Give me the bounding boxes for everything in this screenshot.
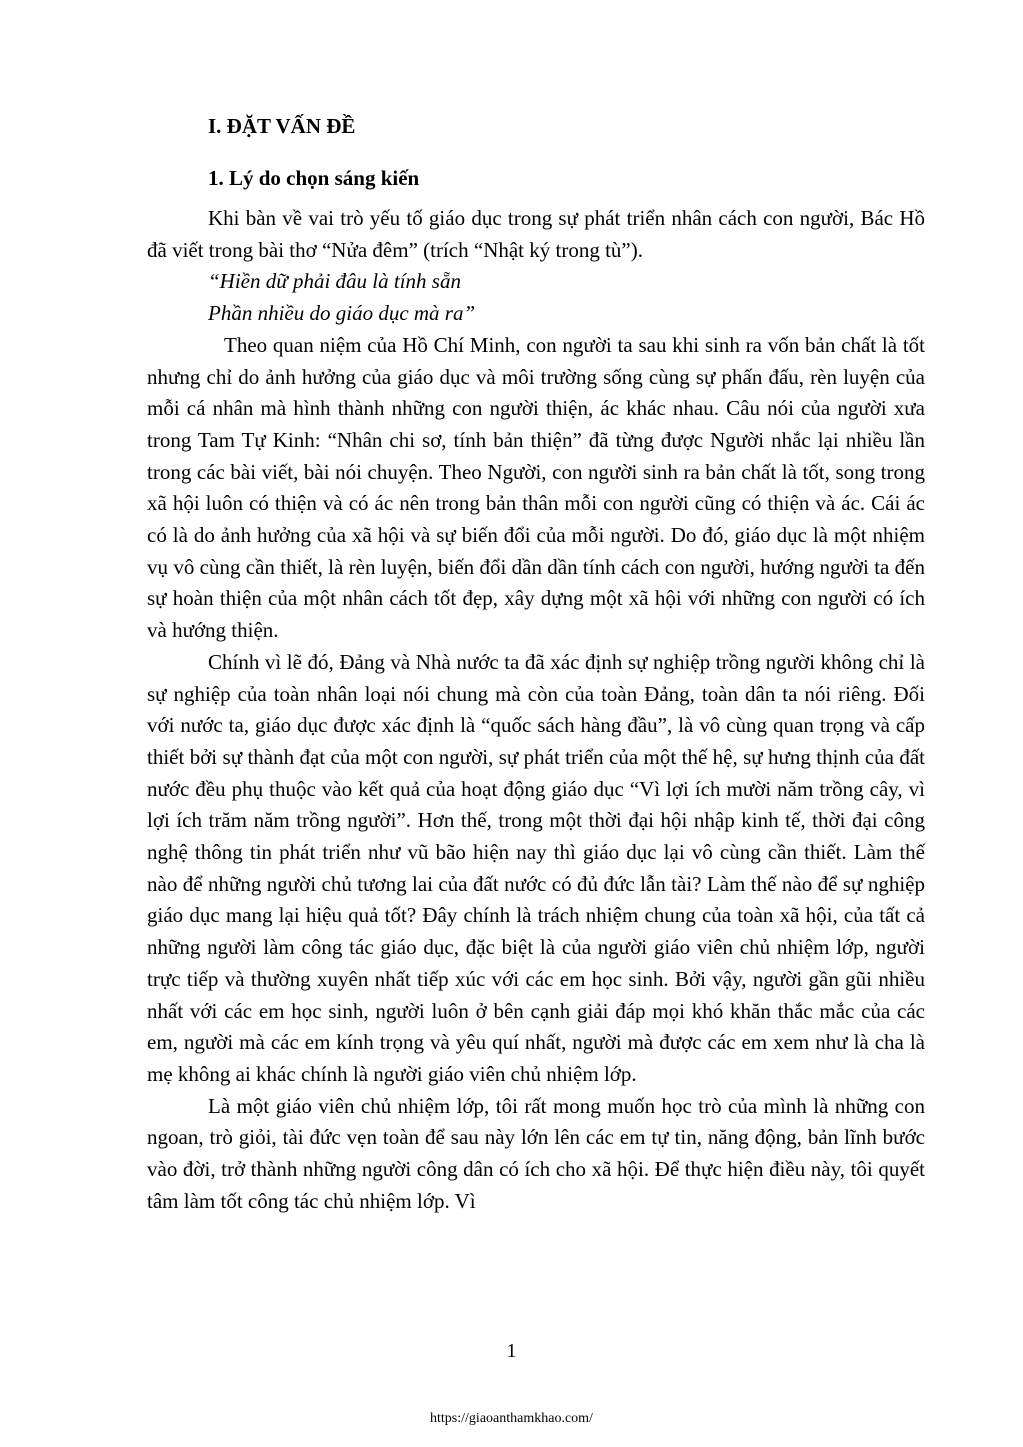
subsection-heading: 1. Lý do chọn sáng kiến [208, 166, 420, 190]
body-paragraph: Là một giáo viên chủ nhiệm lớp, tôi rất mong muốn học trò của mình là những con ngoan, trò giỏi, tài đức vẹn toàn để sau này lớn lên các em tự tin, năng động, bản lĩnh bước vào đời, trở thành những người công dân có ích cho xã hội. Để thực hiện điều này, tôi quyết tâm làm tốt công tác chủ nhiệm lớp. Vì [147, 1093, 925, 1213]
body-paragraph: Chính vì lẽ đó, Đảng và Nhà nước ta đã xác định sự nghiệp trồng người không chỉ là sự nghiệp của toàn nhân loại nói chung mà còn của toàn Đảng, toàn dân ta nói riêng. Đối với nước ta, giáo dục được xác định là “quốc sách hàng đầu”, là vô cùng quan trọng và cấp thiết bởi sự thành đạt của một con người, sự phát triển của một thế hệ, sự hưng thịnh của đất nước đều phụ thuộc vào kết quả của hoạt động giáo dục “Vì lợi ích mười năm trồng cây, vì lợi ích trăm năm trồng người”. Hơn thế, trong một thời đại hội nhập kinh tế, thời đại công nghệ thông tin phát triển như vũ bão hiện nay thì giáo dục lại vô cùng cần thiết. Làm thế nào để những người chủ tương lai của đất nước có đủ đức lẫn tài? Làm thế nào để sự nghiệp giáo dục mang lại hiệu quả tốt? Đây chính là trách nhiệm chung của toàn xã hội, của tất cả những người làm công tác giáo dục, đặc biệt là của người giáo viên chủ nhiệm lớp, người trực tiếp và thường xuyên nhất tiếp xúc với các em học sinh. Bởi vậy, người gần gũi nhiều nhất với các em học sinh, người luôn ở bên cạnh giải đáp mọi khó khăn thắc mắc của các em, người mà các em kính trọng và yêu quí nhất, người mà được các em xem như là cha là mẹ không ai khác chính là người giáo viên chủ nhiệm lớp. [147, 649, 925, 1086]
section-heading: I. ĐẶT VẤN ĐỀ [208, 114, 356, 138]
document-body [147, 203, 925, 1218]
poem-line: “Hiền dữ phải đâu là tính sẵn [208, 269, 461, 294]
body-paragraph: Theo quan niệm của Hồ Chí Minh, con người ta sau khi sinh ra vốn bản chất là tốt nhưng chỉ do ảnh hưởng của giáo dục và môi trường sống cùng sự phấn đấu, rèn luyện của mỗi cá nhân mà hình thành những con người thiện, ác khác nhau. Câu nói của người xưa trong Tam Tự Kinh: “Nhân chi sơ, tính bản thiện” đã từng được Người nhắc lại nhiều lần trong các bài viết, bài nói chuyện. Theo Người, con người sinh ra bản chất là tốt, song trong xã hội luôn có thiện và có ác nên trong bản thân mỗi con người cũng có thiện và ác. Cái ác có là do ảnh hưởng của xã hội và sự biến đổi của mỗi người. Do đó, giáo dục là một nhiệm vụ vô cùng cần thiết, là rèn luyện, biến đổi dần dần tính cách con người, hướng người ta đến sự hoàn thiện của một nhân cách tốt đẹp, xây dựng một xã hội với những con người có ích và hướng thiện. [147, 332, 925, 643]
poem-line: Phần nhiều do giáo dục mà ra” [208, 301, 476, 326]
intro-paragraph: Khi bàn về vai trò yếu tố giáo dục trong sự phát triển nhân cách con người, Bác Hồ đã viết trong bài thơ “Nửa đêm” (trích “Nhật ký trong tù”). [147, 206, 925, 262]
page-number: 1 [506, 1340, 517, 1362]
footer-url[interactable]: https://giaoanthamkhao.com/ [430, 1411, 593, 1426]
poem-quote [147, 266, 925, 329]
